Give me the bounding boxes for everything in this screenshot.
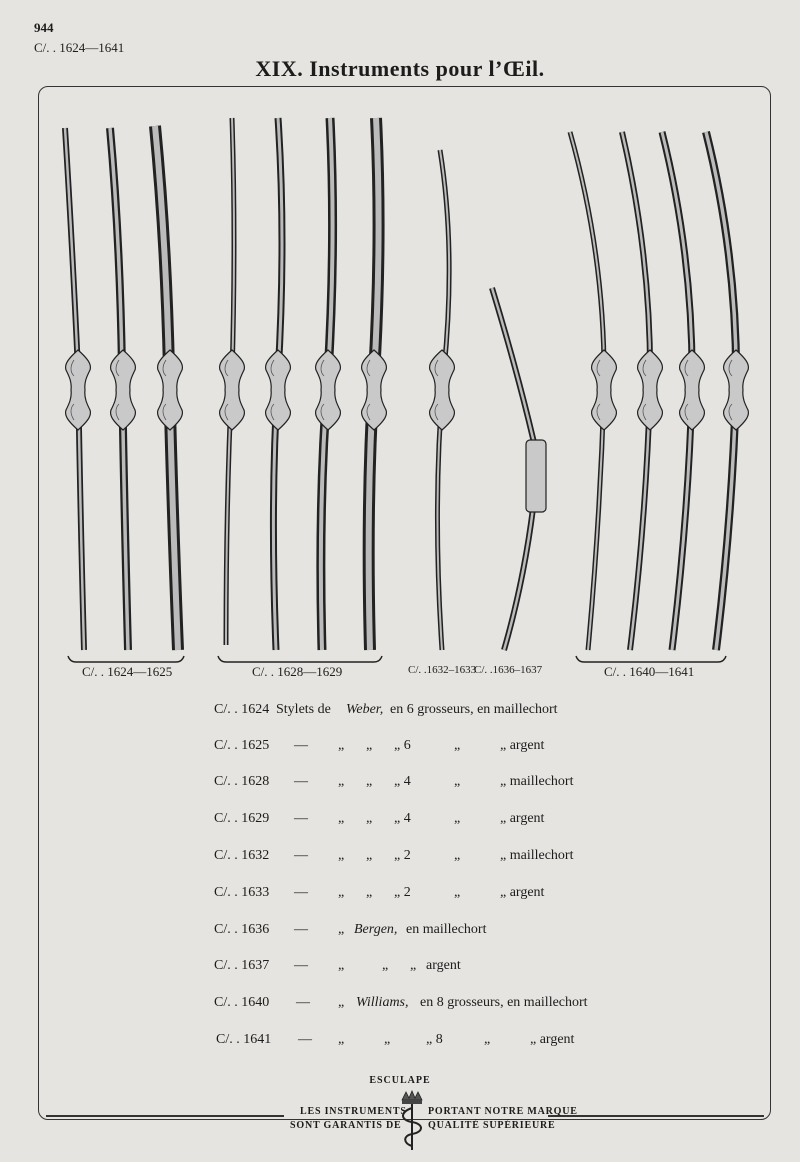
ditto-mark: „ [454, 885, 461, 900]
catalog-rest: en maillechort [406, 922, 487, 937]
ditto-mark: „ 8 [426, 1032, 443, 1047]
ditto-dash: — [294, 848, 308, 863]
ditto-mark: „ [338, 958, 345, 973]
group-label-1632-1633: C/. .1632–1633 [408, 664, 477, 676]
ditto-dash: — [294, 958, 308, 973]
catalog-material: „ maillechort [500, 774, 574, 789]
page-number: 944 [34, 20, 54, 35]
catalog-ref: C/. . 1625 [214, 738, 270, 753]
instrument-williams-1 [570, 132, 616, 650]
footer-line-right-1: PORTANT NOTRE MARQUE [428, 1106, 578, 1117]
instrument-weber-6 [316, 118, 341, 650]
catalog-ref: C/. . 1628 [214, 774, 270, 789]
catalog-material: argent [426, 958, 461, 973]
ditto-mark: „ [366, 774, 373, 789]
catalog-rest: en 6 grosseurs, en maillechort [390, 702, 558, 717]
instrument-weber-8 [430, 150, 455, 650]
group-label-1628-1629: C/. . 1628—1629 [252, 664, 343, 679]
footer-line-left-2: SONT GARANTIS DE [290, 1120, 402, 1131]
catalog-material: „ argent [530, 1032, 575, 1047]
ditto-mark: „ [484, 1032, 491, 1047]
catalog-ref: C/. . 1632 [214, 848, 270, 863]
catalog-name: Weber, [346, 702, 384, 717]
ditto-dash: — [294, 922, 308, 937]
catalog-material: „ argent [500, 811, 545, 826]
catalog-text: Stylets de [276, 702, 331, 717]
instrument-bergen [492, 288, 546, 650]
catalog-ref: C/. . 1641 [216, 1032, 272, 1047]
catalog-material: „ argent [500, 885, 545, 900]
instrument-weber-2 [110, 128, 135, 650]
catalog-rest: en 8 grosseurs, en maillechort [420, 995, 588, 1010]
ditto-mark: „ [366, 848, 373, 863]
ditto-dash: — [294, 774, 308, 789]
group-label-1636-1637: C/. .1636–1637 [474, 664, 543, 676]
ditto-mark: „ [454, 738, 461, 753]
ditto-mark: „ [366, 885, 373, 900]
group-brackets [68, 656, 726, 662]
instrument-williams-4 [706, 132, 748, 650]
ditto-dash: — [294, 811, 308, 826]
ditto-mark: „ 6 [394, 738, 411, 753]
instrument-weber-4 [220, 118, 245, 645]
ditto-dash: — [298, 1032, 312, 1047]
ditto-dash: — [294, 738, 308, 753]
instrument-weber-3 [155, 126, 182, 650]
footer-line-left-1: LES INSTRUMENTS [300, 1106, 407, 1117]
group-label-1640-1641: C/. . 1640—1641 [604, 664, 695, 679]
ditto-mark: „ 4 [394, 811, 411, 826]
ditto-mark: „ [410, 958, 417, 973]
page-title: XIX. Instruments pour l’Œil. [255, 56, 545, 81]
ditto-mark: „ [382, 958, 389, 973]
ditto-mark: „ [338, 1032, 345, 1047]
catalog-material: „ argent [500, 738, 545, 753]
footer-brand: ESCULAPE [369, 1075, 431, 1086]
ditto-mark: „ [454, 811, 461, 826]
ditto-dash: — [294, 885, 308, 900]
catalog-ref: C/. . 1637 [214, 958, 270, 973]
catalog-ref: C/. . 1636 [214, 922, 270, 937]
ditto-mark: „ [384, 1032, 391, 1047]
footer-rule-right [548, 1115, 764, 1117]
instrument-weber-1 [65, 128, 90, 650]
instrument-weber-7 [362, 118, 387, 650]
ditto-mark: „ [338, 811, 345, 826]
instrument-weber-5 [266, 118, 291, 650]
ditto-mark: „ [338, 848, 345, 863]
catalog-material: „ maillechort [500, 848, 574, 863]
ditto-mark: „ [366, 738, 373, 753]
catalog-ref: C/. . 1629 [214, 811, 270, 826]
instrument-williams-2 [622, 132, 662, 650]
catalog-ref: C/. . 1624 [214, 702, 270, 717]
ditto-mark: „ [338, 738, 345, 753]
ditto-mark: „ [366, 811, 373, 826]
ditto-mark: „ [338, 885, 345, 900]
catalog-ref: C/. . 1640 [214, 995, 270, 1010]
ditto-mark: „ 4 [394, 774, 411, 789]
group-label-1624-1625: C/. . 1624—1625 [82, 664, 173, 679]
footer-rule-left [46, 1115, 284, 1117]
ditto-mark: „ 2 [394, 885, 411, 900]
instrument-williams-3 [662, 132, 704, 650]
ditto-mark: „ [338, 774, 345, 789]
page-range: C/. . 1624—1641 [34, 40, 125, 55]
ditto-mark: „ [338, 922, 345, 937]
catalog-name: Bergen, [354, 922, 398, 937]
ditto-mark: „ [338, 995, 345, 1010]
ditto-mark: „ 2 [394, 848, 411, 863]
ditto-dash: — [296, 995, 310, 1010]
ditto-mark: „ [454, 774, 461, 789]
ditto-mark: „ [454, 848, 461, 863]
caduceus-crown-logo [396, 1090, 428, 1152]
footer-line-right-2: QUALITÉ SUPÉRIEURE [428, 1120, 556, 1131]
catalog-ref: C/. . 1633 [214, 885, 270, 900]
catalog-name: Williams, [356, 995, 409, 1010]
